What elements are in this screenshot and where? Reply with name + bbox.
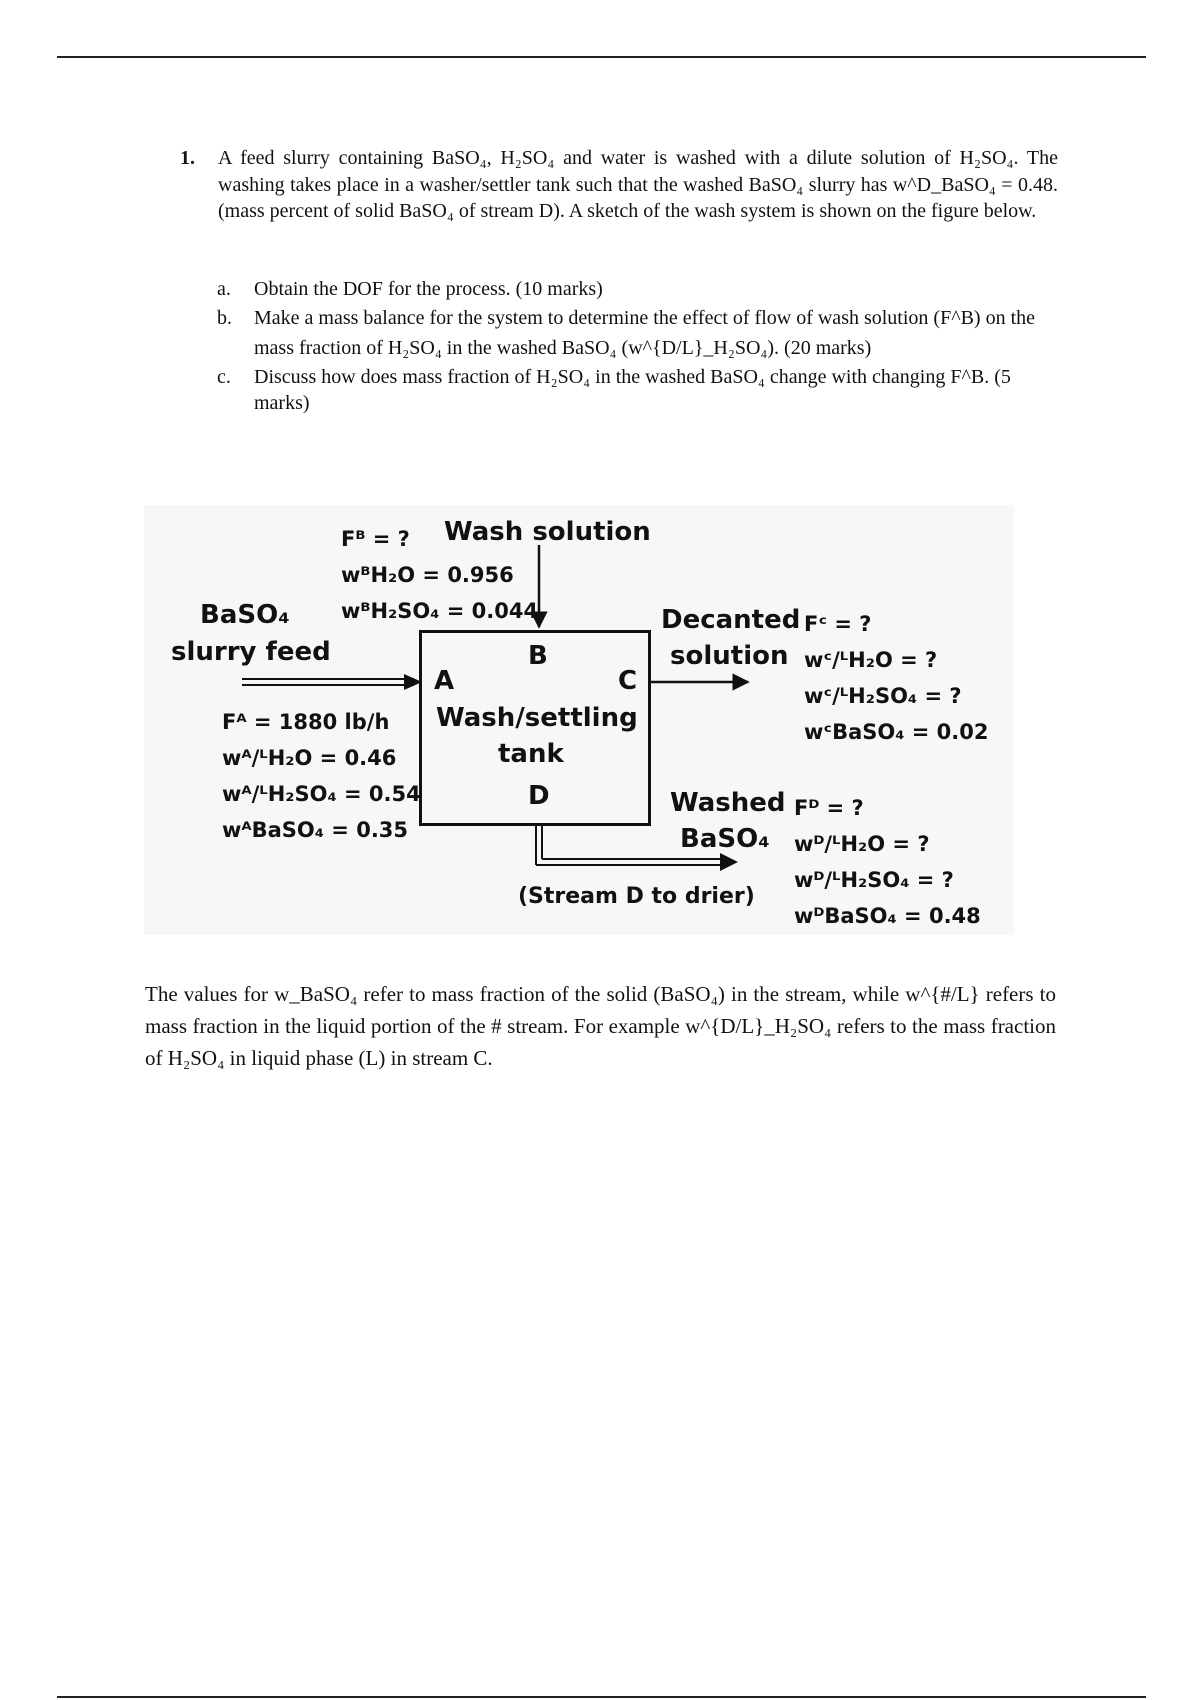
- part-b-text: Make a mass balance for the system to determine the effect of flow of wash solution (F^B) on the mass fraction of H₂SO₄ in the washed BaSO₄ (w^{D/L}_H₂SO₄). (20 marks): [254, 307, 1036, 359]
- feed-wBaSO4: wᴬBaSO₄ = 0.35: [222, 818, 409, 842]
- wash-FB: Fᴮ = ?: [341, 527, 410, 551]
- wash-title: Wash solution: [444, 517, 651, 547]
- washed-title-1: Washed: [670, 788, 786, 818]
- feed-wH2O: wᴬ/ᴸH₂O = 0.46: [222, 746, 397, 770]
- washed-wBaSO4: wᴰBaSO₄ = 0.48: [794, 904, 981, 928]
- feed-FA: Fᴬ = 1880 lb/h: [222, 710, 390, 734]
- part-a: [217, 276, 1059, 302]
- decant-wBaSO4: wᶜBaSO₄ = 0.02: [804, 720, 989, 744]
- question-intro: A feed slurry containing BaSO₄, H₂SO₄ and water is washed with a dilute solution of H₂SO₄. The washing takes place in a washer/settler tank such that the washed BaSO₄ slurry has w^D_BaSO₄ = 0.48. (mass percent of solid BaSO₄ of stream D). A sketch of the wash system is shown on the figure below.: [218, 147, 1058, 222]
- part-c-label: c.: [217, 366, 231, 388]
- washed-arrow-head: [720, 853, 738, 871]
- question-1: [180, 145, 1058, 225]
- wash-system-diagram: [144, 505, 1014, 935]
- feed-wH2SO4: wᴬ/ᴸH₂SO₄ = 0.54: [222, 782, 421, 806]
- tank-label-C: C: [618, 666, 638, 696]
- question-parts: [217, 276, 1059, 417]
- part-c-text: Discuss how does mass fraction of H₂SO₄ in the washed BaSO₄ change with changing F^B. (5 marks): [254, 366, 1011, 414]
- feed-title-2: slurry feed: [171, 637, 331, 667]
- question-number: 1.: [180, 147, 195, 169]
- decant-title-2: solution: [670, 641, 789, 671]
- part-c: [217, 364, 1059, 416]
- part-a-text: Obtain the DOF for the process. (10 marks): [254, 278, 603, 300]
- washed-FD: Fᴰ = ?: [794, 796, 864, 820]
- feed-title-1: BaSO₄: [200, 600, 290, 630]
- decant-wH2SO4: wᶜ/ᴸH₂SO₄ = ?: [804, 684, 962, 708]
- washed-title-2: BaSO₄: [680, 824, 770, 854]
- decant-wH2O: wᶜ/ᴸH₂O = ?: [804, 648, 938, 672]
- tank-label-B: B: [528, 641, 548, 671]
- wash-wH2SO4: wᴮH₂SO₄ = 0.044: [341, 599, 539, 623]
- top-rule: [57, 56, 1146, 58]
- tank-label-D: D: [528, 781, 550, 811]
- wash-settling-tank: [419, 630, 651, 826]
- decant-title-1: Decanted: [661, 605, 801, 635]
- wash-wH2O: wᴮH₂O = 0.956: [341, 563, 514, 587]
- tank-title-1: Wash/settling: [436, 703, 638, 733]
- footnote-paragraph: The values for w_BaSO₄ refer to mass fraction of the solid (BaSO₄) in the stream, while w^{#/L} refers to mass fraction in the liquid portion of the # stream. For example w^{D/L}_H₂SO₄ refers to the mass fraction of H₂SO₄ in liquid phase (L) in stream C.: [145, 982, 1056, 1070]
- part-b-label: b.: [217, 307, 232, 329]
- tank-title-2: tank: [498, 739, 564, 769]
- part-b: [217, 303, 1059, 363]
- washed-wH2SO4: wᴰ/ᴸH₂SO₄ = ?: [794, 868, 954, 892]
- decant-FC: Fᶜ = ?: [804, 612, 872, 636]
- bottom-rule: [57, 1696, 1146, 1698]
- tank-label-A: A: [434, 666, 455, 696]
- stream-D-note: (Stream D to drier): [518, 884, 755, 909]
- washed-wH2O: wᴰ/ᴸH₂O = ?: [794, 832, 930, 856]
- part-a-label: a.: [217, 278, 231, 300]
